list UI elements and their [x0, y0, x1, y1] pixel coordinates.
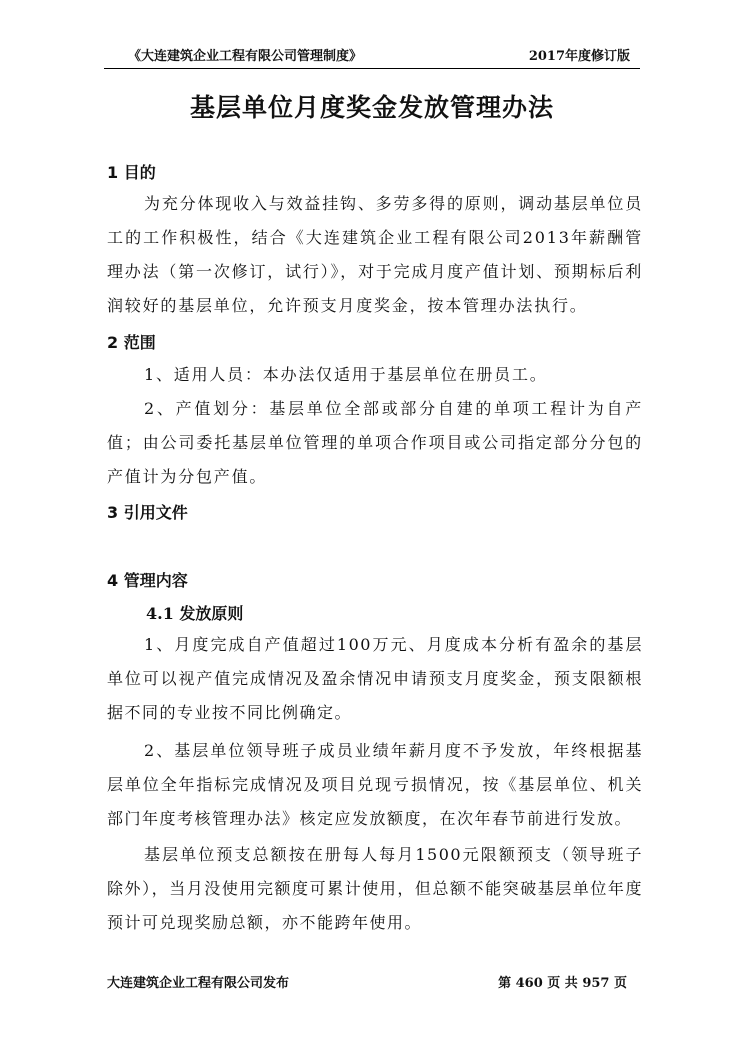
section-heading-references: 3 引用文件 — [107, 503, 188, 522]
header-edition: 2017年度修订版 — [528, 49, 630, 64]
subsection-heading-principles: 4.1 发放原则 — [146, 604, 244, 623]
principles-paragraph-2: 2、基层单位领导班子成员业绩年薪月度不予发放，年终根据基层单位全年指标完成情况及项目兑现亏损情况，按《基层单位、机关部门年度考核管理办法》核定应发放额度，在次年春节前进行发放。 — [107, 741, 643, 828]
section-heading-scope: 2 范围 — [107, 333, 156, 352]
principles-paragraph-3: 基层单位预支总额按在册每人每月1500元限额预支（领导班子除外），当月没使用完额度可累计使用，但总额不能突破基层单位年度预计可兑现奖励总额，亦不能跨年使用。 — [107, 845, 643, 932]
page-footer — [107, 973, 627, 995]
section-heading-management: 4 管理内容 — [107, 571, 188, 590]
footer-page-number: 第 460 页 共 957 页 — [498, 976, 627, 991]
purpose-paragraph: 为充分体现收入与效益挂钩、多劳多得的原则，调动基层单位员工的工作积极性，结合《大连建筑企业工程有限公司2013年薪酬管理办法（第一次修订，试行）》，对于完成月度产值计划、预期标后利润较好的基层单位，允许预支月度奖金，按本管理办法执行。 — [107, 194, 643, 315]
page-title: 基层单位月度奖金发放管理办法 — [189, 93, 554, 122]
principles-paragraph-1: 1、月度完成自产值超过100万元、月度成本分析有盈余的基层单位可以视产值完成情况及盈余情况申请预支月度奖金，预支限额根据不同的专业按不同比例确定。 — [107, 635, 643, 722]
footer-publisher: 大连建筑企业工程有限公司发布 — [107, 976, 290, 991]
scope-paragraph-2: 2、产值划分：基层单位全部或部分自建的单项工程计为自产值；由公司委托基层单位管理的单项合作项目或公司指定部分分包的产值计为分包产值。 — [107, 399, 643, 486]
section-heading-purpose: 1 目的 — [107, 163, 156, 182]
scope-paragraph-1: 1、适用人员：本办法仅适用于基层单位在册员工。 — [144, 365, 548, 384]
header-doc-series: 《大连建筑企业工程有限公司管理制度》 — [128, 49, 363, 64]
header-rule — [104, 68, 640, 69]
page-header — [104, 46, 640, 68]
